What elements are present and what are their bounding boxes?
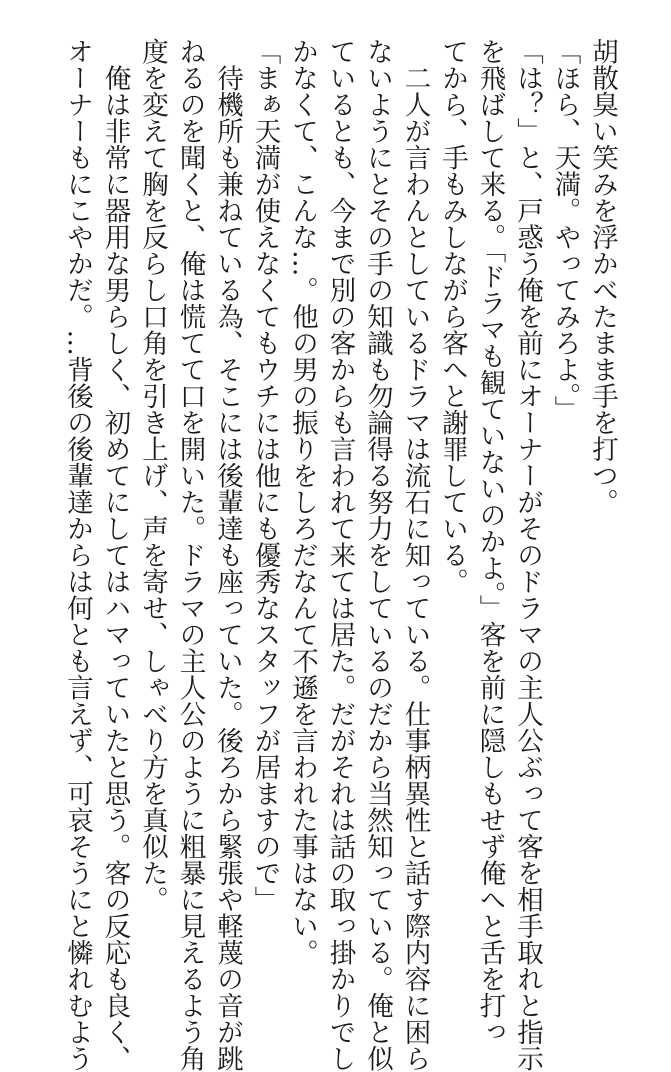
- text-line: ねるのを聞くと、俺は慌てて口を開いた。ドラマの主人公のように粗暴に見えるよう角: [174, 38, 206, 1072]
- text-line: てから、手もみしながら客へと謝罪している。: [437, 38, 468, 595]
- text-line: ないようにとその手の知識も勿論得る努力をしているのだから当然知っている。俺と似: [362, 38, 393, 1072]
- text-line: ているとも、今まで別の客からも言われて来ては居た。だがそれは話の取っ掛かりでし: [324, 38, 356, 1072]
- text-line: 俺は非常に器用な男らしく、初めてにしてはハマっていたと思う。客の反応も良く、: [99, 38, 131, 1072]
- text-line: 胡散臭い笑みを浮かべたまま手を打つ。: [587, 38, 618, 515]
- text-line: 度を変えて胸を反らし口角を引き上げ、声を寄せ、しゃべり方を真似た。: [137, 38, 168, 913]
- text-line: 「は？」と、戸惑う俺を前にオーナーがそのドラマの主人公ぶって客を相手取れと指示: [512, 38, 543, 1072]
- text-line: かなくて、こんな…。他の男の振りをしろだなんて不遜を言われた事はない。: [287, 38, 318, 966]
- text-line: オーナーもにこやかだ。…背後の後輩達からは何とも言えず、可哀そうにと憐れむよう: [62, 38, 93, 1072]
- text-line: 「ほら、天満。やってみろよ。」: [549, 38, 581, 423]
- text-line: を飛ばして来る。「ドラマも観ていないのかよ。」客を前に隠しもせず俺へと舌を打っ: [474, 38, 506, 1045]
- vertical-text-body: [59, 38, 622, 1072]
- text-line: 二人が言わんとしているドラマは流石に知っている。仕事柄異性と話す際内容に困ら: [399, 38, 431, 1072]
- text-line: 「まぁ天満が使えなくてもウチには他にも優秀なスタッフが居ますので」: [249, 38, 281, 913]
- text-line: 待機所も兼ねている為、そこには後輩達も座っていた。後ろから緊張や軽蔑の音が跳: [212, 38, 243, 1072]
